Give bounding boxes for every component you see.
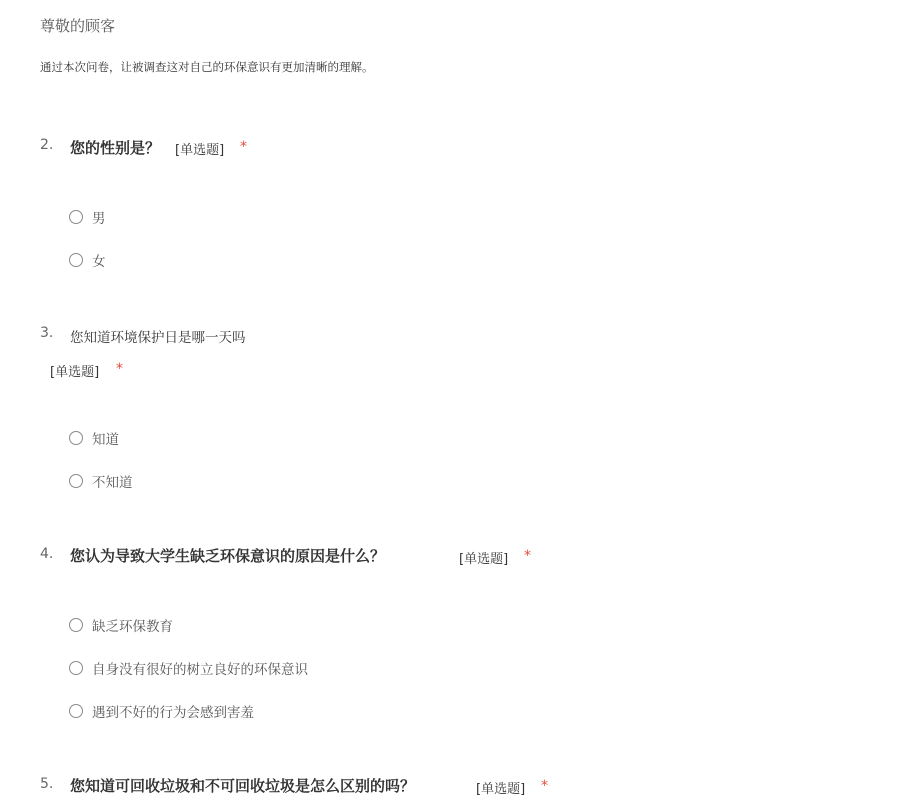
radio-circle-icon[interactable] bbox=[69, 704, 83, 718]
question-type-label: [单选题] bbox=[175, 143, 225, 158]
question-title: 您知道环境保护日是哪一天吗 bbox=[70, 330, 246, 346]
option-label: 遇到不好的行为会感到害羞 bbox=[92, 705, 254, 721]
radio-circle-icon[interactable] bbox=[69, 618, 83, 632]
question-title: 您知道可回收垃圾和不可回收垃圾是怎么区别的吗？ bbox=[70, 777, 416, 795]
radio-circle-icon[interactable] bbox=[69, 210, 83, 224]
option-label: 自身没有很好的树立良好的环保意识 bbox=[92, 662, 308, 678]
question-title: 您认为导致大学生缺乏环保意识的原因是什么？ bbox=[70, 547, 386, 565]
option-feel-shy[interactable] bbox=[69, 701, 254, 721]
radio-circle-icon[interactable] bbox=[69, 661, 83, 675]
option-male[interactable] bbox=[69, 207, 106, 227]
survey-intro: 通过本次问卷，让被调查这对自己的环保意识有更加清晰的理解。 bbox=[40, 60, 374, 74]
question-number: 3. bbox=[40, 325, 54, 341]
option-no-awareness[interactable] bbox=[69, 658, 308, 678]
radio-circle-icon[interactable] bbox=[69, 253, 83, 267]
option-dont-know[interactable] bbox=[69, 471, 133, 491]
radio-circle-icon[interactable] bbox=[69, 474, 83, 488]
required-asterisk: * bbox=[524, 548, 531, 564]
question-type-label: [单选题] bbox=[476, 782, 526, 797]
radio-circle-icon[interactable] bbox=[69, 431, 83, 445]
survey-greeting: 尊敬的顾客 bbox=[40, 17, 116, 35]
option-label: 不知道 bbox=[92, 475, 133, 491]
option-female[interactable] bbox=[69, 250, 106, 270]
option-label: 知道 bbox=[92, 432, 119, 448]
option-know[interactable] bbox=[69, 428, 119, 448]
question-number: 2. bbox=[40, 137, 54, 153]
option-lack-education[interactable] bbox=[69, 615, 173, 635]
question-title: 您的性别是？ bbox=[70, 139, 161, 157]
required-asterisk: * bbox=[541, 778, 548, 794]
option-label: 女 bbox=[92, 254, 106, 270]
question-type-label: [单选题] bbox=[459, 552, 509, 567]
question-number: 4. bbox=[40, 546, 54, 562]
question-type-label: [单选题] bbox=[50, 365, 100, 380]
question-number: 5. bbox=[40, 776, 54, 792]
required-asterisk: * bbox=[240, 139, 247, 155]
option-label: 缺乏环保教育 bbox=[92, 619, 173, 635]
option-label: 男 bbox=[92, 211, 106, 227]
required-asterisk: * bbox=[116, 361, 123, 377]
